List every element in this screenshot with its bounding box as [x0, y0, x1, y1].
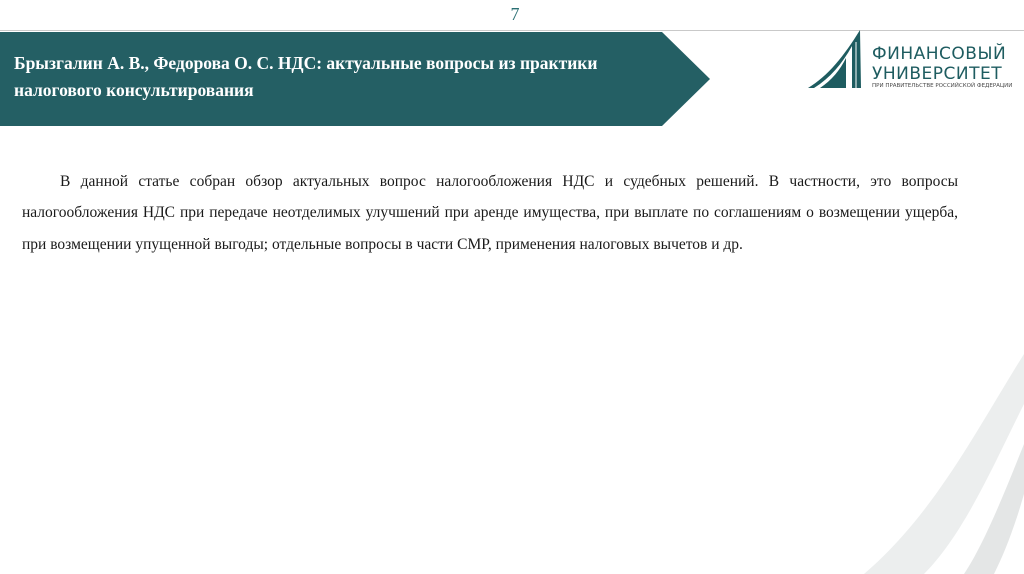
logo-emblem-icon [806, 26, 870, 92]
page-number: 7 [510, 4, 520, 24]
logo-text-line2: УНИВЕРСИТЕТ [872, 64, 1003, 84]
logo-text-line1: ФИНАНСОВЫЙ [872, 44, 1007, 64]
corner-decoration [804, 344, 1024, 574]
slide-body-text: В данной статье собран обзор актуальных вопрос налогообложения НДС и судебных решений. В частности, это вопросы налогообложения НДС при передаче неотделимых улучшений при аренде имущества, при выплате по соглашениям о возмещении ущерба, при возмещении упущенной выгоды; отдельные вопросы в части СМР, применения налоговых вычетов и др. [22, 173, 958, 253]
university-logo [806, 26, 1016, 92]
slide-title: Брызгалин А. В., Федорова О. С. НДС: актуальные вопросы из практики налогового консультирования [14, 53, 598, 100]
title-banner [0, 32, 720, 126]
logo-subtitle: ПРИ ПРАВИТЕЛЬСТВЕ РОССИЙСКОЙ ФЕДЕРАЦИИ [872, 83, 1013, 89]
